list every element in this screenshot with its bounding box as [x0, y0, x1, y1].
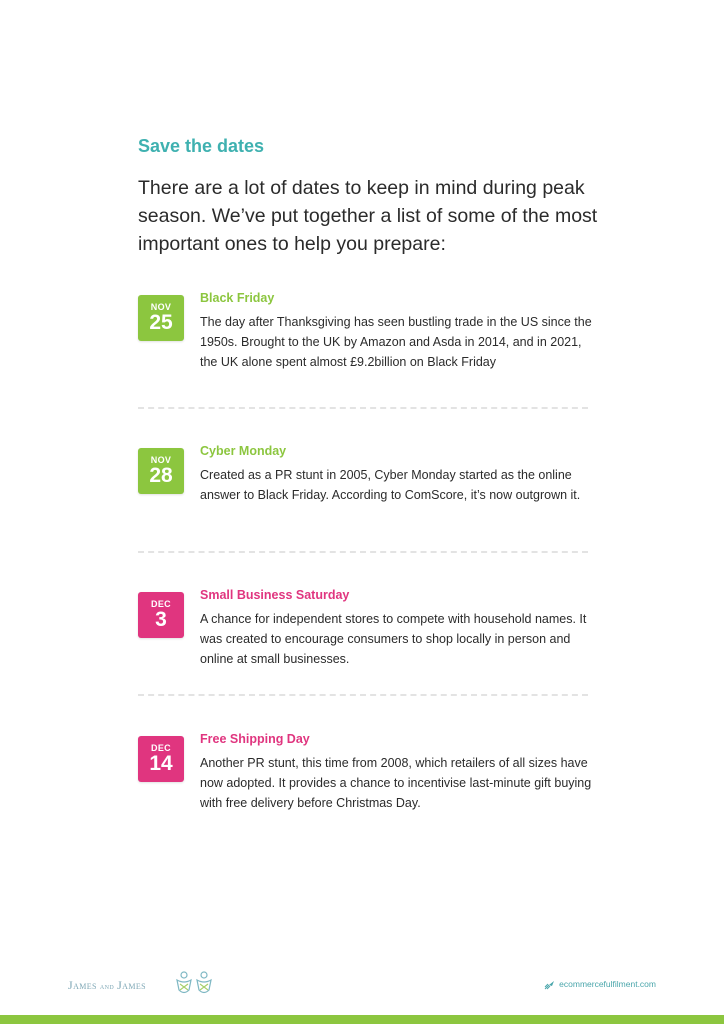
- date-badge-day: 28: [149, 464, 173, 487]
- bottom-accent-bar: [0, 1015, 724, 1024]
- event-title: Cyber Monday: [200, 444, 287, 458]
- intro-paragraph: There are a lot of dates to keep in mind during peak season. We’ve put together a list of some of the most important ones to help you prepare:: [138, 177, 598, 255]
- rocket-icon: [544, 980, 556, 990]
- website-url: ecommercefulfilment.com: [559, 979, 656, 989]
- date-badge: [138, 295, 184, 341]
- event-title: Free Shipping Day: [200, 732, 310, 746]
- logo-and: and: [99, 982, 115, 991]
- event-description: A chance for independent stores to compete with household names. It was created to encourage consumers to shop locally in person and online at small businesses.: [200, 612, 587, 666]
- event-description: Created as a PR stunt in 2005, Cyber Monday started as the online answer to Black Friday. According to ComScore, it’s now outgrown it.: [200, 468, 581, 502]
- logo-word-2: James: [117, 978, 147, 992]
- date-badge-month: DEC: [151, 743, 171, 753]
- dashed-divider: [138, 694, 588, 696]
- date-badge-day: 14: [149, 752, 173, 775]
- date-badge-day: 25: [149, 311, 173, 334]
- date-badge: [138, 448, 184, 494]
- section-heading: Save the dates: [138, 136, 265, 156]
- date-badge-month: NOV: [150, 302, 172, 312]
- event-description: Another PR stunt, this time from 2008, which retailers of all sizes have now adopted. It provides a chance to incentivise last-minute gift buying with free delivery before Christmas Day.: [200, 756, 592, 810]
- company-logo: [68, 978, 146, 993]
- date-badge-month: DEC: [151, 599, 171, 609]
- event-title: Small Business Saturday: [200, 588, 350, 602]
- dashed-divider: [138, 551, 588, 553]
- dashed-divider: [138, 407, 588, 409]
- event-description: The day after Thanksgiving has seen bustling trade in the US since the 1950s. Brought to the UK by Amazon and Asda in 2014, and in 2021, the UK alone spent almost £9.2billion on Black Friday: [200, 315, 592, 369]
- website-link[interactable]: [544, 979, 656, 990]
- date-badge: [138, 592, 184, 638]
- award-crest-icon: [174, 970, 194, 998]
- date-badge-day: 3: [155, 608, 167, 631]
- award-crest-icon: [194, 970, 214, 998]
- event-title: Black Friday: [200, 291, 275, 305]
- logo-word-1: James: [68, 978, 97, 992]
- date-badge: [138, 736, 184, 782]
- date-badge-month: NOV: [150, 455, 172, 465]
